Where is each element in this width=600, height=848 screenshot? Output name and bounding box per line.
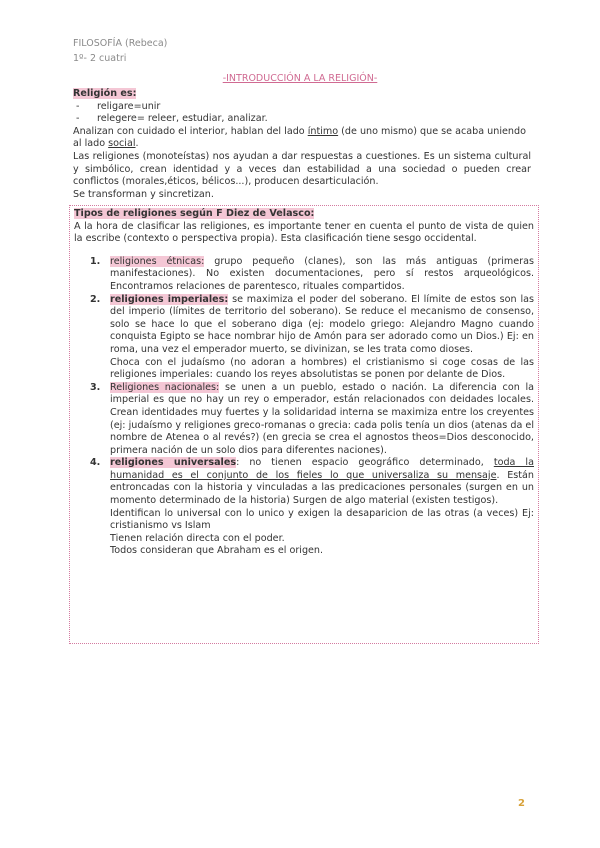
type-term: religiones imperiales: [110,293,229,305]
term-header: 1º- 2 cuatri [73,53,127,64]
types-heading: Tipos de religiones según F Diez de Velasco: [74,208,315,219]
list-item: 4. religiones universales: no tienen espacio geográfico determinado, toda la humanidad es el conjunto de los fieles lo que universaliza su mensaje. Están entroncadas con la historia y vinculadas a las predicaciones personales (surgen en un momento determinado de la historia) Surgen de algo material (existen testigos). Identifican lo universal con lo unico y exigen la desaparicion de las otras (a veces) Ej: cristianismo vs Islam Tienen relación directa con el poder. Todos consideran que Abraham es el origen. [90,457,535,557]
course-header: FILOSOFÍA (Rebeca) [73,38,168,49]
intro-heading: Religión es: [73,88,137,99]
list-item: 1. religiones étnicas: grupo pequeño (clanes), son las más antiguas (primeras manifestaciones). No existen documentaciones, pero sí restos arqueológicos. Encontramos relaciones de parentesco, rituales compartidos. [90,255,535,292]
list-item: - religare=unir [73,101,531,114]
intro-paragraph: Las religiones (monoteístas) nos ayudan a dar respuestas a cuestiones. Es un sistema cultural y simbólico, crean identidad y a veces dan estabilidad a una sociedad o pueden crear conflictos (morales,éticos, bélicos...), producen desarticulación. [73,150,531,188]
type-term: religiones étnicas: [110,255,205,267]
intro-paragraph: Analizan con cuidado el interior, hablan del lado íntimo (de uno mismo) que se acaba uniendo al lado social. [73,125,526,150]
list-item: - relegere= releer, estudiar, analizar. [73,113,531,126]
page-number: 2 [518,798,525,809]
type-term: Religiones nacionales: [110,381,220,393]
types-list [74,256,534,558]
list-item: 3. Religiones nacionales: se unen a un pueblo, estado o nación. La diferencia con la imperial es que no hay un rey o emperador, están relacionados con deidades locales. Crean identidades muy fuertes y la solidaridad interna se maximiza entre los creyentes (ej: judaísmo y religiones greco-romanas o grecia: cada polis tenía un dios (atenas da el nombre de Atenea o al revés?) (en grecia se crea el agnostos theos=Dios desconocido, primera nación de un solo dios para diferentes naciones). [90,381,534,456]
definition-list [73,101,531,126]
intro-paragraph: Se transforman y sincretizan. [73,188,214,200]
type-term: religiones universales [110,457,237,469]
page-title: -INTRODUCCIÓN A LA RELIGIÓN- [222,73,378,84]
types-intro: A la hora de clasificar las religiones, es importante tener en cuenta el punto de vista de quien la escribe (contexto o perspectiva propia). Esta clasificación tiene sesgo occidental. [74,220,534,245]
list-item: 2. religiones imperiales: se maximiza el poder del soberano. El límite de estos son las del imperio (límites de territorio del soberano). Se reduce el mecanismo de consenso, solo se hace lo que el soberano diga (ej: modelo griego: Alejandro Magno cuando conquista Egipto se hace nombrar hijo de Amón para ser adorado como un Dios.) Ej: en roma, una vez el emperador muerto, se divinizan, se les trata como dioses. Choca con el judaísmo (no adoran a hombres) el cristianismo si coge cosas de las religiones imperiales: cuando los reyes absolutistas se ponen por delante de Dios. [90,293,534,381]
intro-section [73,88,531,201]
types-section [74,208,534,558]
